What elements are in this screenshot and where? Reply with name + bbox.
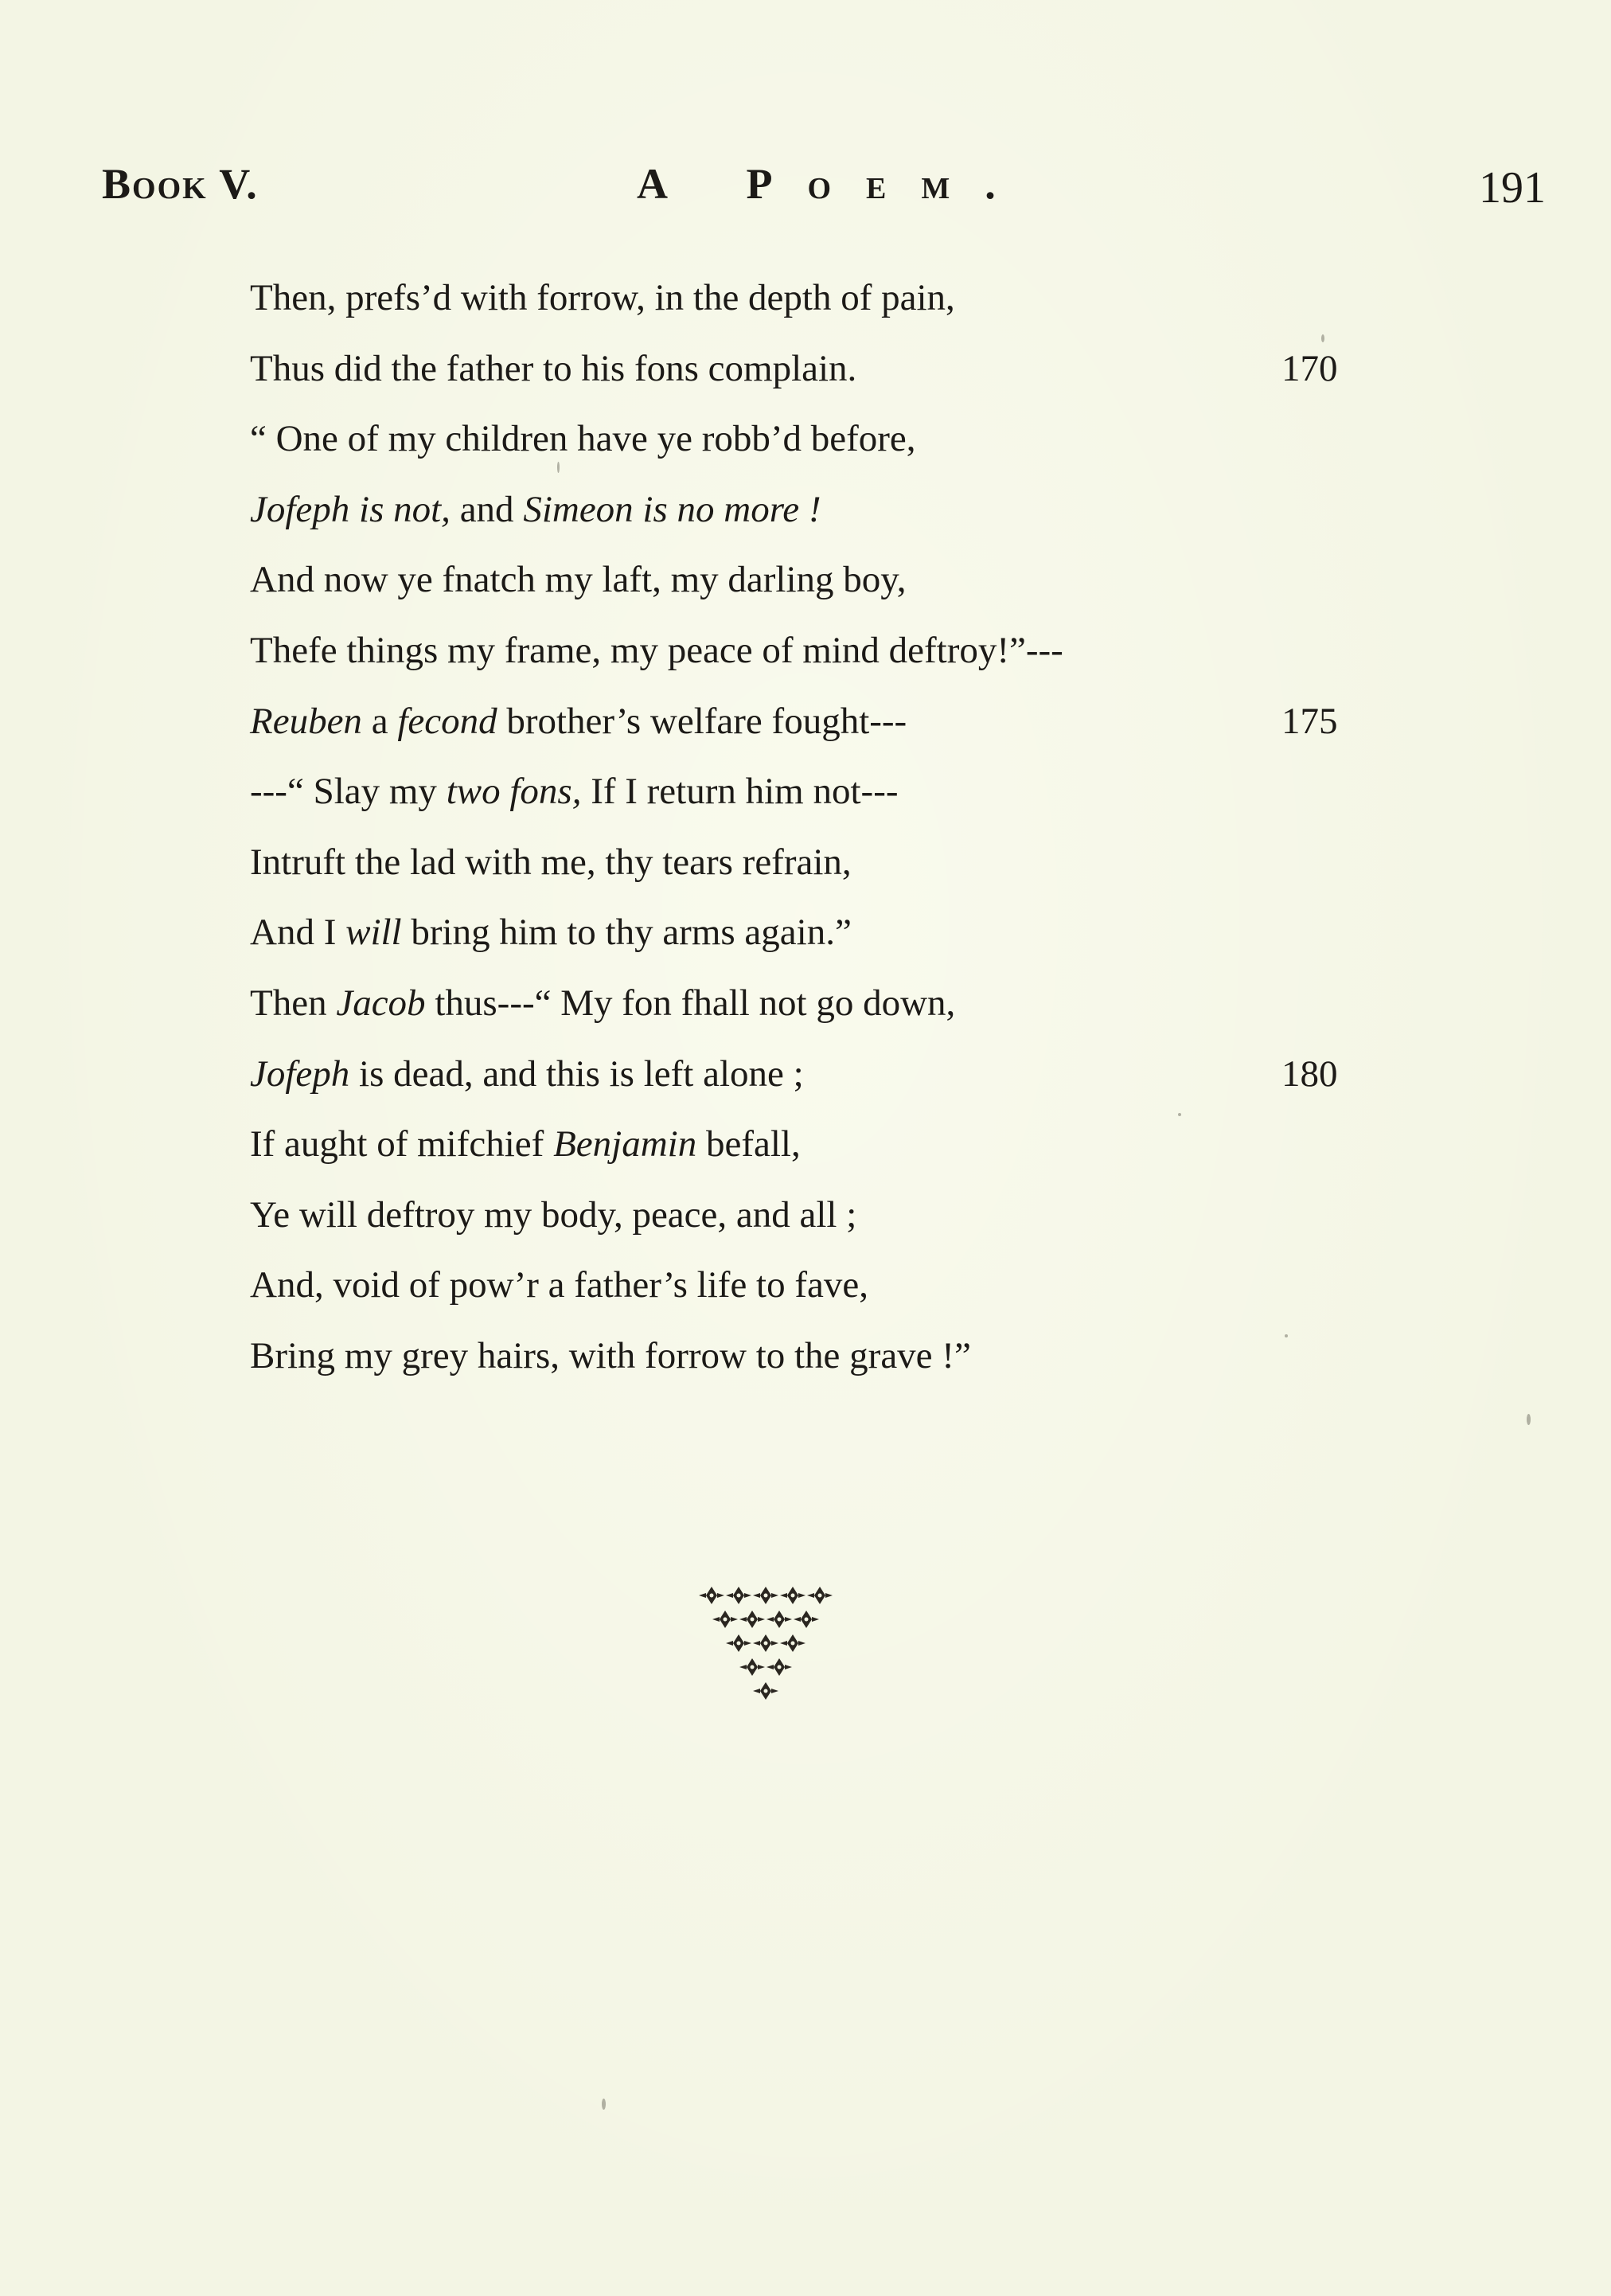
poem-line: [250, 1180, 1404, 1251]
italic-text: Jofeph: [250, 1052, 350, 1095]
line-text: befall,: [696, 1123, 801, 1166]
poem-line: [250, 756, 1404, 827]
paper-speck: [602, 2099, 606, 2110]
line-text: Thus did the father to his fons complain.: [250, 347, 857, 389]
poem-line: [250, 1109, 1404, 1180]
line-text: If I return him not---: [581, 771, 899, 813]
line-text: And now ye fnatch my laft, my darling boy,: [250, 559, 907, 601]
line-number: 170: [1281, 347, 1338, 389]
line-text: “ One of my children have ye robb’d before,: [250, 418, 916, 460]
line-text: a: [361, 700, 398, 742]
poem-line: [250, 404, 1404, 474]
poem-line: [250, 615, 1404, 686]
italic-text: Reuben: [250, 700, 362, 742]
running-title: A Poem.: [637, 160, 1031, 208]
italic-text: two fons,: [446, 771, 582, 813]
line-text: ---“ Slay my: [250, 771, 447, 813]
line-number: 180: [1281, 1052, 1338, 1095]
poem-line: [250, 474, 1404, 545]
line-text: bring him to thy arms again.”: [401, 912, 852, 954]
paper-speck: [1527, 1414, 1531, 1425]
poem-line: [250, 545, 1404, 615]
line-number: 175: [1281, 700, 1338, 742]
poem-line: [250, 897, 1404, 968]
line-text: Then: [250, 982, 337, 1024]
line-text: And, void of pow’r a father’s life to fave,: [250, 1264, 868, 1306]
paper-speck: [1285, 1334, 1288, 1337]
page-number: 191: [1479, 163, 1546, 213]
line-text: Bring my grey hairs, with forrow to the grave !”: [250, 1334, 971, 1376]
paper-speck: [557, 462, 560, 473]
italic-text: fecond: [397, 700, 497, 742]
paper-speck: [1321, 334, 1324, 342]
poem-line: [250, 968, 1404, 1039]
poem-line: [250, 1039, 1404, 1110]
line-text: and: [450, 488, 524, 530]
poem-line: [250, 334, 1404, 404]
line-text: Then, prefs’d with forrow, in the depth of pain,: [250, 277, 955, 318]
italic-text: will: [345, 912, 402, 954]
poem-line: [250, 1250, 1404, 1321]
line-text: Ye will deftroy my body, peace, and all ;: [250, 1193, 857, 1236]
paper-speck: [1178, 1113, 1181, 1116]
line-text: thus---“ My fon fhall not go down,: [425, 982, 956, 1024]
line-text: And I: [250, 912, 346, 954]
italic-text: Simeon is no more !: [523, 488, 821, 530]
line-text: If aught of mifchief: [250, 1123, 554, 1166]
poem-line: [250, 1321, 1404, 1392]
poem-line: [250, 686, 1404, 757]
poem-line: [250, 827, 1404, 898]
italic-text: Jofeph is not,: [250, 488, 451, 530]
running-header: [0, 159, 1611, 215]
book-label: Book V.: [102, 160, 259, 208]
line-text: brother’s welfare fought---: [497, 700, 907, 742]
poem-line: [250, 263, 1404, 334]
italic-text: Jacob: [336, 982, 426, 1024]
poem-text: [250, 263, 1404, 1392]
fleuron-triangle-icon: [694, 1584, 837, 1712]
line-text: Thefe things my frame, my peace of mind deftroy!”---: [250, 629, 1063, 671]
line-text: is dead, and this is left alone ;: [349, 1052, 804, 1095]
italic-text: Benjamin: [553, 1123, 697, 1166]
line-text: Intruft the lad with me, thy tears refrain,: [250, 841, 852, 883]
